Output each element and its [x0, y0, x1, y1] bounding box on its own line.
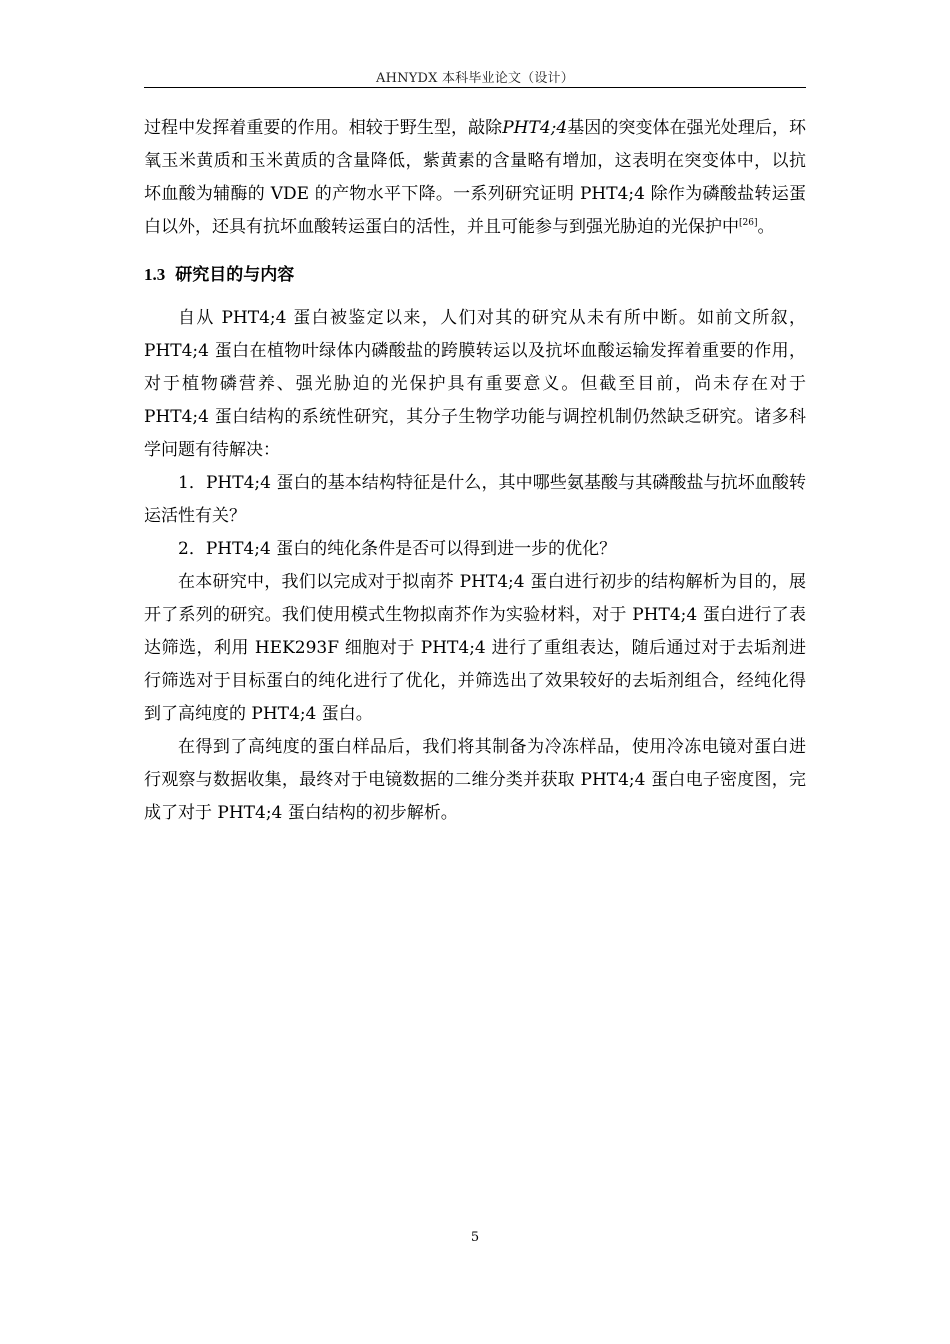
- question-item-1: 1．PHT4;4 蛋白的基本结构特征是什么，其中哪些氨基酸与其磷酸盐与抗坏血酸转运活性有关？: [144, 473, 806, 526]
- continued-text-end: 。: [757, 217, 775, 237]
- paragraph-cryoem: 在得到了高纯度的蛋白样品后，我们将其制备为冷冻样品，使用冷冻电镜对蛋白进行观察与数据收集，最终对于电镜数据的二维分类并获取 PHT4;4 蛋白电子密度图，完成了对于 PHT4;4 蛋白结构的初步解析。: [144, 737, 806, 823]
- page-number: 5: [470, 1230, 480, 1245]
- page-header: AHNYDX 本科毕业论文（设计）: [376, 71, 574, 86]
- continued-text-part1: 过程中发挥着重要的作用。相较于野生型，敲除: [144, 118, 503, 138]
- section-title: 研究目的与内容: [175, 265, 295, 285]
- header-divider: [144, 87, 806, 88]
- citation-reference: [26]: [739, 218, 758, 228]
- paragraph-intro: 自从 PHT4;4 蛋白被鉴定以来，人们对其的研究从未有所中断。如前文所叙，PHT4;4 蛋白在植物叶绿体内磷酸盐的跨膜转运以及抗坏血酸运输发挥着重要的作用，对于植物磷营养、强光胁迫的光保护具有重要意义。但截至目前，尚未存在对于 PHT4;4 蛋白结构的系统性研究，其分子生物学功能与调控机制仍然缺乏研究。诸多科学问题有待解决：: [144, 308, 806, 460]
- continued-text-part2: 基因的突变体在强光处理后，环氧玉米黄质和玉米黄质的含量降低，紫黄素的含量略有增加，这表明在突变体中，以抗坏血酸为辅酶的 VDE 的产物水平下降。一系列研究证明 PHT4;4 除作为磷酸盐转运蛋白以外，还具有抗坏血酸转运蛋白的活性，并且可能参与到强光胁迫的光保护中: [144, 118, 806, 237]
- question-item-2: 2．PHT4;4 蛋白的纯化条件是否可以得到进一步的优化？: [178, 539, 617, 559]
- section-number: 1.3: [144, 265, 166, 284]
- section-heading: [144, 244, 806, 302]
- document-body: [144, 112, 806, 830]
- continued-paragraph: [144, 112, 806, 244]
- gene-name: PHT4;4: [502, 118, 568, 138]
- paragraph-study: 在本研究中，我们以完成对于拟南芥 PHT4;4 蛋白进行初步的结构解析为目的，展开了系列的研究。我们使用模式生物拟南芥作为实验材料，对于 PHT4;4 蛋白进行了表达筛选，利用 HEK293F 细胞对于 PHT4;4 进行了重组表达，随后通过对于去垢剂进行筛选对于目标蛋白的纯化进行了优化，并筛选出了效果较好的去垢剂组合，经纯化得到了高纯度的 PHT4;4 蛋白。: [144, 572, 806, 724]
